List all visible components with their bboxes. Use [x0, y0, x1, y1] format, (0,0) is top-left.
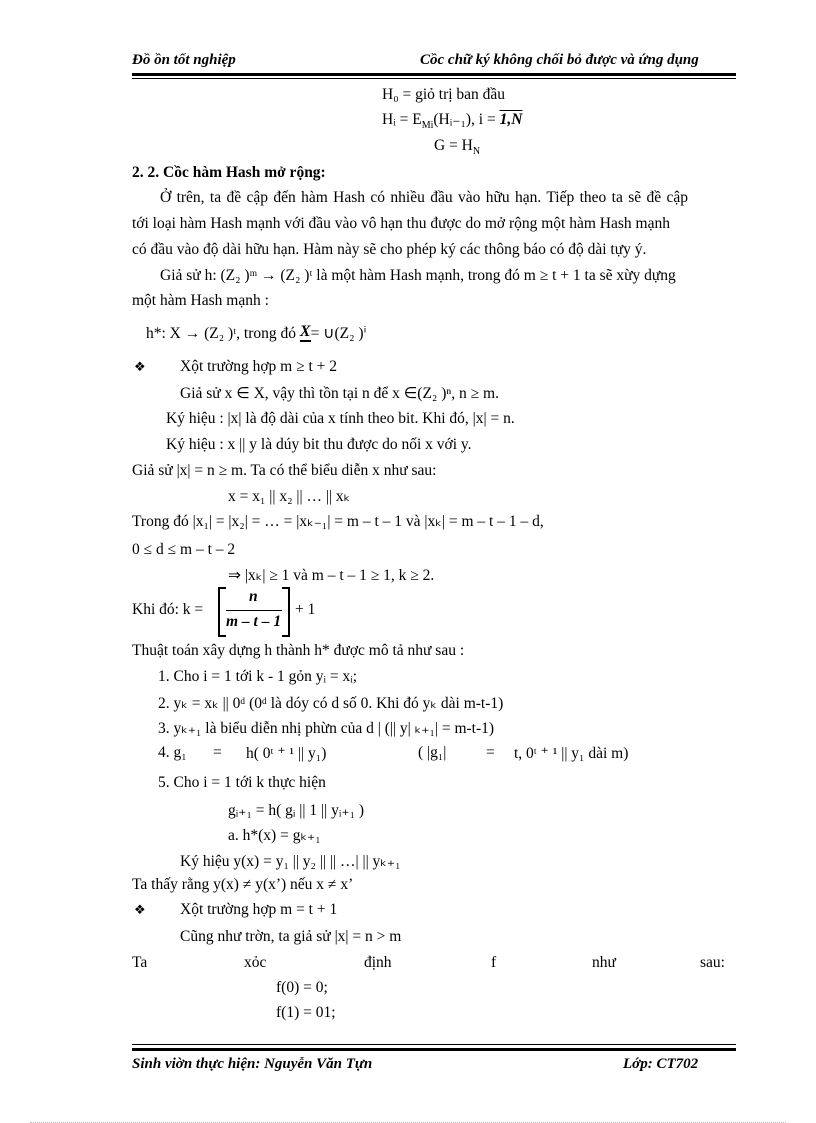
hstar-pre: h*: X → (Z₂ )ᵗ, trong đó — [146, 325, 297, 342]
algorithm-title: Thuật toán xây dựng h thành h* được mô tả như sau : — [132, 642, 465, 659]
formula-hi-sub: Mi — [421, 120, 434, 132]
formula-g — [434, 137, 480, 157]
algorithm-step-2: 2. yₖ = xₖ || 0ᵈ (0ᵈ là dóy có d số 0. Khi đó yₖ dài m-t-1) — [158, 695, 504, 712]
hstar-union-x: X — [299, 323, 311, 340]
case1-line2: Ký hiệu : |x| là độ dài của x tính theo bit. Khi đó, |x| = n. — [166, 410, 515, 427]
algorithm-step-5: 5. Cho i = 1 tới k thực hiện — [158, 774, 326, 791]
case2-f1: f(1) = 01; — [276, 1004, 336, 1021]
khi-do-plus-one: + 1 — [295, 601, 316, 618]
formula-hi-post: (Hᵢ₋₁), i = — [433, 111, 500, 128]
case1-line1: Giả sử x ∈ X, vậy thì tồn tại n để x ∈(Z₂ )ⁿ, n ≥ m. — [180, 385, 499, 402]
floor-bracket-left — [218, 587, 226, 637]
header-rule-thick — [132, 73, 736, 76]
case2-word-xac: xỏc — [244, 954, 267, 971]
case2-word-ta: Ta — [132, 954, 148, 971]
footer-right: Lớp: CT702 — [623, 1056, 699, 1072]
case1-line8: ⇒ |xₖ| ≥ 1 và m – t – 1 ≥ 1, k ≥ 2. — [228, 567, 435, 584]
formula-hi-pre: Hᵢ = E — [382, 111, 422, 128]
algorithm-step-5a: gᵢ₊₁ = h( gᵢ || 1 || yᵢ₊₁ ) — [228, 802, 365, 819]
case2-word-f: f — [491, 954, 497, 971]
footer-rule-thick — [132, 1048, 736, 1051]
para2-line2: một hàm Hash mạnh : — [132, 292, 269, 309]
case2-line1: Cũng như trờn, ta giả sử |x| = n > m — [180, 928, 402, 945]
para1-line2: tới loại hàm Hash mạnh với đầu vào vô hạn thu được do mở rộng một hàm Hash mạnh — [132, 215, 670, 232]
case1-line10: Ta thấy rằng y(x) ≠ y(x’) nếu x ≠ x’ — [132, 876, 354, 893]
header-left: Đồ ồn tốt nghiệp — [132, 52, 236, 68]
fraction-denominator: m – t – 1 — [226, 613, 282, 630]
algorithm-step-4a: 4. g₁ — [158, 744, 187, 761]
fraction-bar — [226, 610, 282, 611]
fraction-numerator: n — [249, 588, 258, 605]
case2-word-nhu: như — [592, 954, 616, 971]
case2-f0: f(0) = 0; — [276, 979, 328, 996]
formula-hi — [382, 110, 522, 131]
algorithm-step-4e: = — [486, 744, 495, 761]
algorithm-step-4d: ( |g₁| — [418, 744, 447, 761]
para1-line1: Ở trên, ta đề cập đến hàm Hash có nhiều đầu vào hữu hạn. Tiếp theo ta sẽ đề cập — [160, 189, 689, 206]
header-right: Cồc chữ ký không chối bỏ được và ứng dụng — [420, 52, 699, 68]
header-rule-thin — [132, 78, 736, 79]
case1-line5: x = x₁ || x₂ || … || xₖ — [228, 488, 351, 505]
case1-line7: 0 ≤ d ≤ m – t – 2 — [132, 541, 236, 558]
footer-left: Sinh viờn thực hiện: Nguyễn Văn Tựn — [132, 1056, 373, 1072]
formula-g-pre: G = H — [434, 137, 473, 154]
case2-word-sau: sau: — [700, 954, 725, 971]
algorithm-step-5b: a. h*(x) = gₖ₊₁ — [228, 827, 321, 844]
case1-bullet-icon: ❖ — [134, 360, 146, 375]
algorithm-step-3: 3. yₖ₊₁ là biểu diễn nhị phừn của d | (|| y| ₖ₊₁| = m-t-1) — [158, 720, 495, 737]
case2-bullet-icon: ❖ — [134, 903, 146, 918]
algorithm-step-1: 1. Cho i = 1 tới k - 1 gỏn yᵢ = xᵢ; — [158, 668, 358, 685]
section-title: 2. 2. Cồc hàm Hash mở rộng: — [132, 164, 326, 181]
khi-do-label: Khi đó: k = — [132, 601, 204, 618]
case2-title: Xột trường hợp m = t + 1 — [180, 901, 338, 918]
case1-line9: Ký hiệu y(x) = y₁ || y₂ || || …| || yₖ₊₁ — [180, 853, 401, 870]
formula-g-sub: N — [472, 146, 481, 158]
hstar-definition — [146, 324, 366, 343]
algorithm-step-4f: t, 0ᵗ ⁺ ¹ || y₁ dài m) — [514, 745, 629, 762]
case1-line3: Ký hiệu : x || y là dúy bit thu được do nối x với y. — [166, 436, 472, 453]
formula-hi-range: 1,N — [499, 111, 523, 128]
case1-line6: Trong đó |x₁| = |x₂| = … = |xₖ₋₁| = m – t – 1 và |xₖ| = m – t – 1 – d, — [132, 513, 544, 530]
footer-rule-thin — [132, 1044, 736, 1045]
algorithm-step-4b: = — [213, 744, 222, 761]
case2-word-dinh: định — [364, 954, 392, 971]
floor-bracket-right — [282, 587, 290, 637]
formula-h0: H₀ = giỏ trị ban đầu — [382, 86, 506, 103]
case1-title: Xột trường hợp m ≥ t + 2 — [180, 358, 337, 375]
para2-line1: Giả sử h: (Z₂ )ᵐ → (Z₂ )ᵗ là một hàm Hash mạnh, trong đó m ≥ t + 1 ta sẽ xừy dựng — [160, 267, 676, 284]
case1-line4: Giả sử |x| = n ≥ m. Ta có thể biểu diễn x như sau: — [132, 462, 437, 479]
hstar-post: = ∪(Z₂ )ⁱ — [310, 325, 367, 342]
para1-line3: có đầu vào độ dài hữu hạn. Hàm này sẽ cho phép ký các thông báo có độ dài tựy ý. — [132, 241, 647, 258]
algorithm-step-4c: h( 0ᵗ ⁺ ¹ || y₁) — [246, 745, 327, 762]
